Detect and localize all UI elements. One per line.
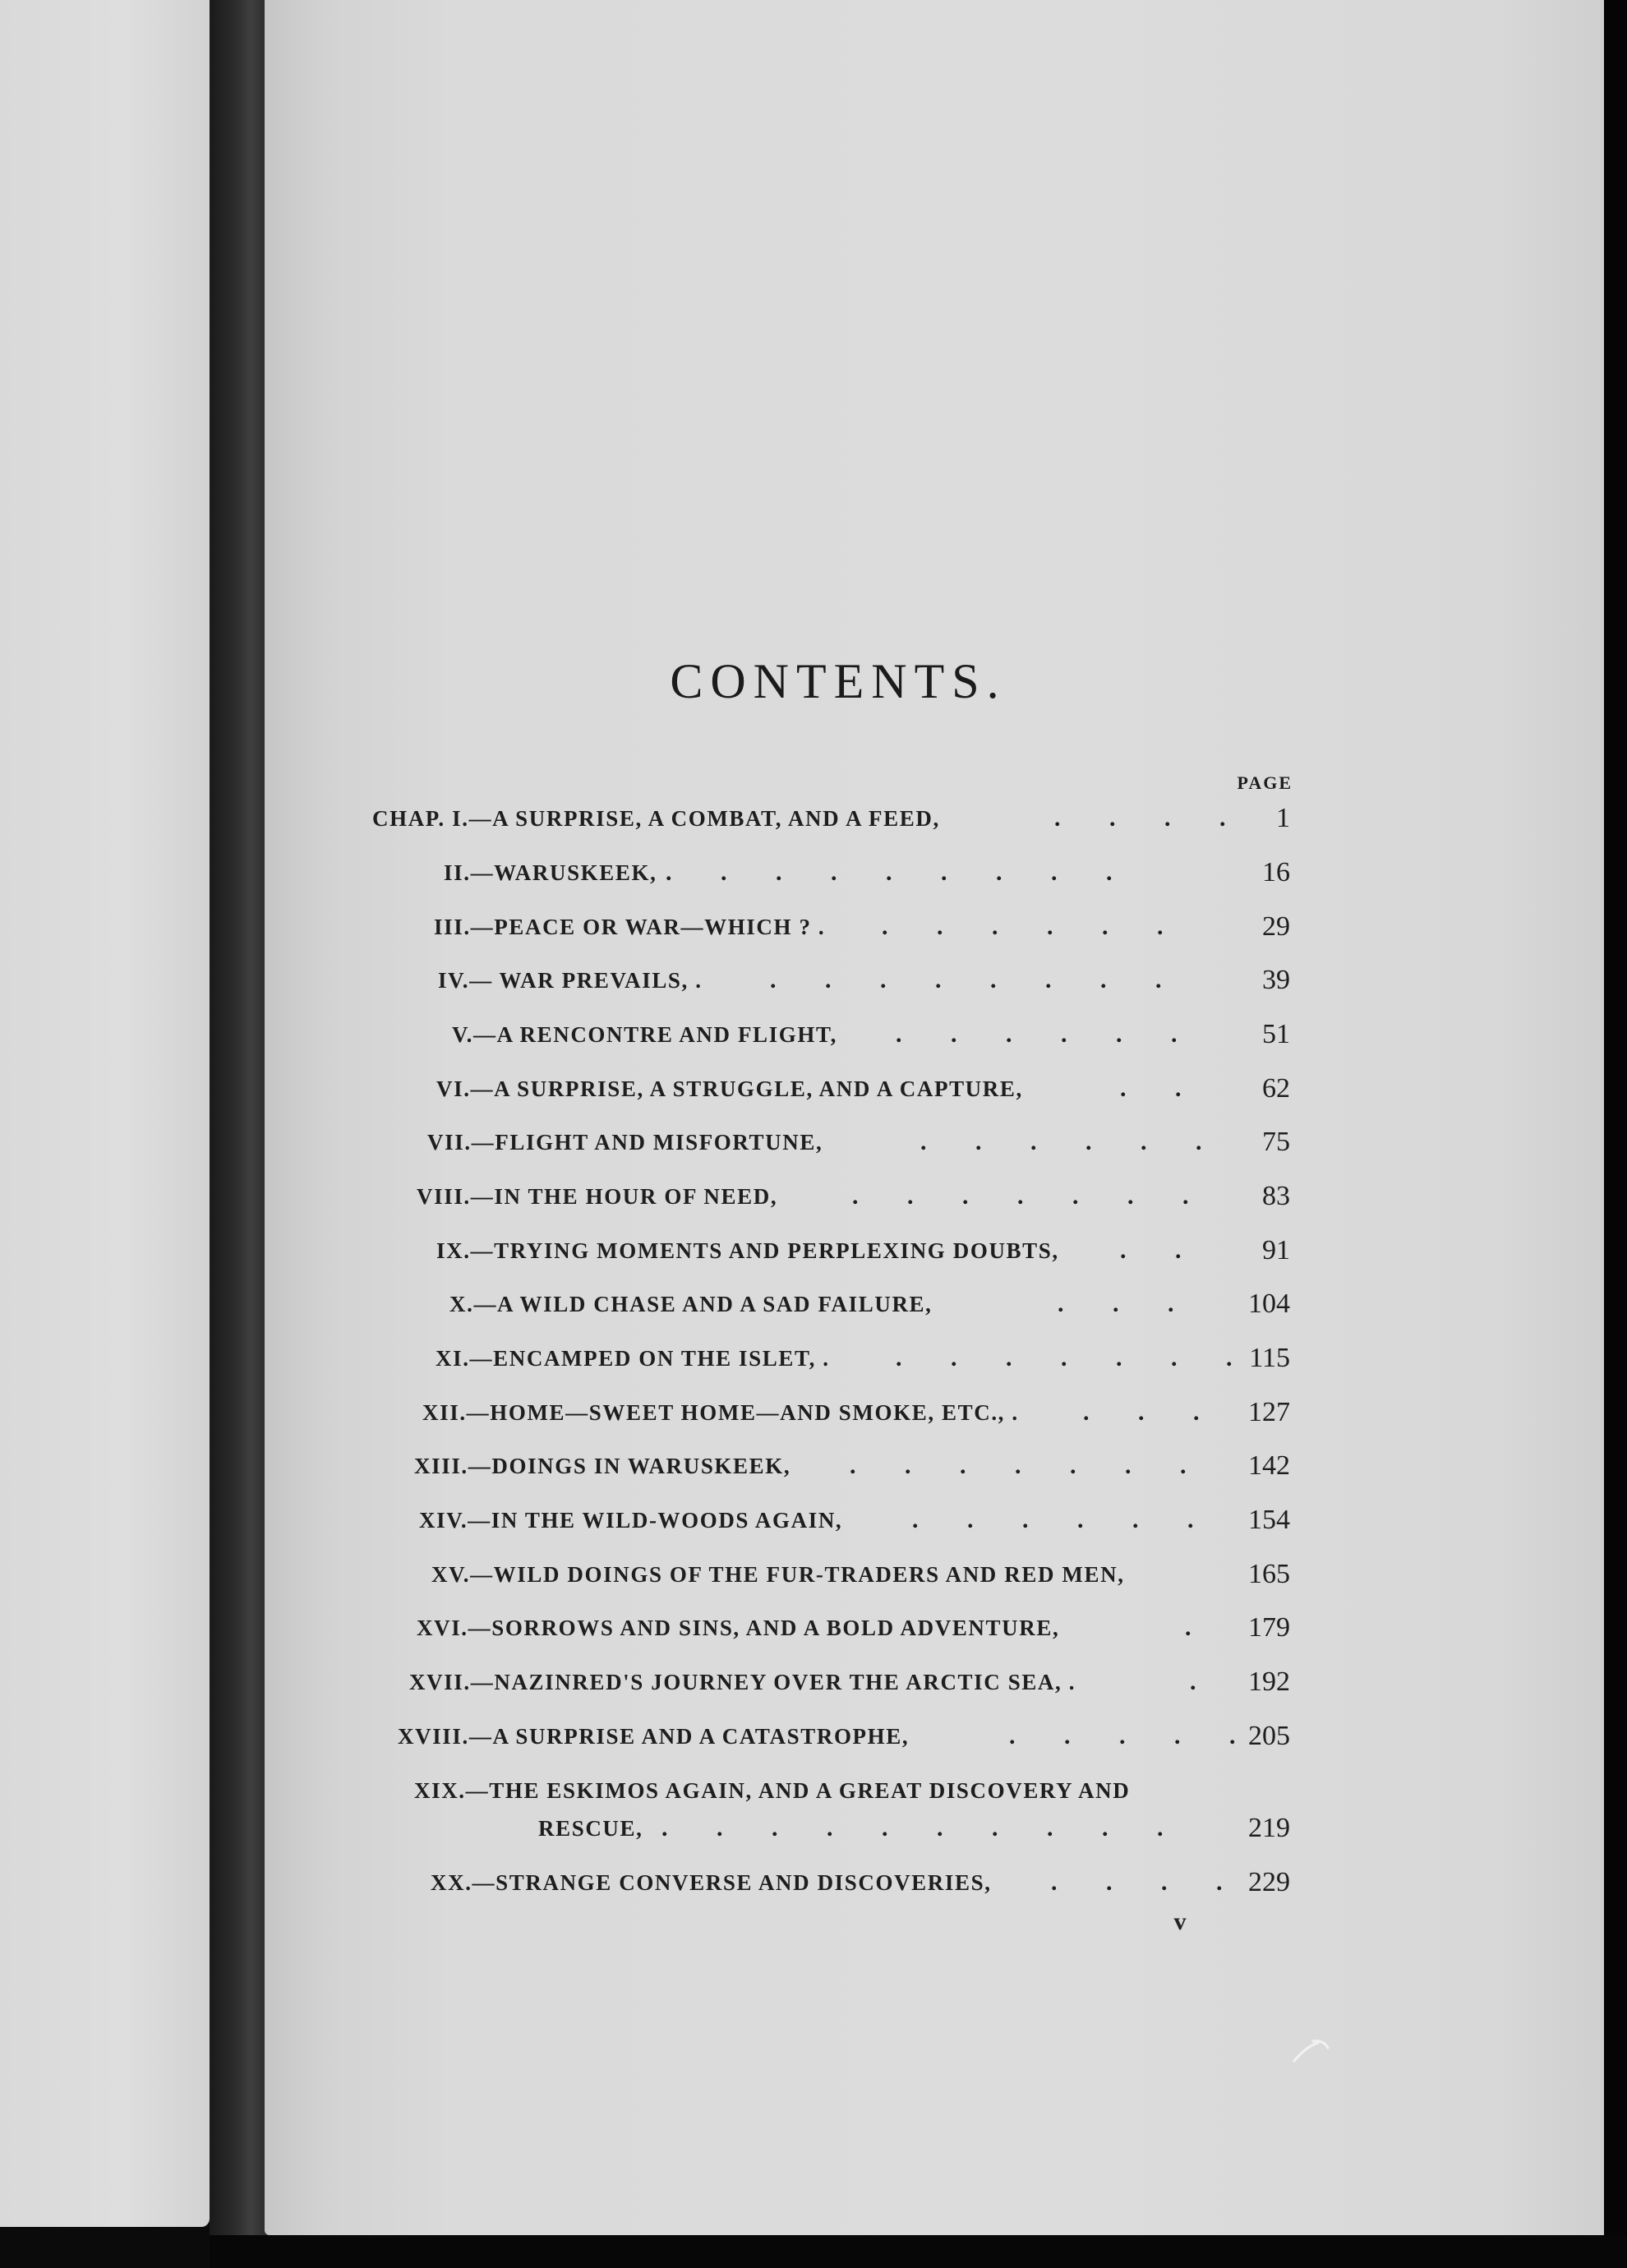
toc-entry-title: CHAP. I.—A SURPRISE, A COMBAT, AND A FEED,: [372, 806, 940, 831]
toc-entry-title: RESCUE,: [538, 1816, 643, 1841]
toc-leader-dots: . . . .: [1051, 1869, 1244, 1896]
facing-page: [0, 0, 210, 2227]
toc-entry-page: 142: [1248, 1450, 1290, 1481]
toc-entry-page: 127: [1248, 1397, 1290, 1427]
toc-entry-page: 165: [1248, 1559, 1290, 1589]
toc-leader-dots: .: [1185, 1614, 1213, 1641]
toc-entry-page: 29: [1262, 911, 1290, 942]
toc-entry-title: XVI.—SORROWS AND SINS, AND A BOLD ADVENTURE,: [417, 1616, 1060, 1640]
toc-leader-dots: . . . . . .: [912, 1506, 1215, 1533]
toc-entry-page: 229: [1248, 1867, 1290, 1897]
toc-leader-dots: . . . . . .: [896, 1021, 1199, 1048]
toc-leader-dots: . . . . . . . . . .: [661, 1814, 1185, 1842]
toc-leader-dots: . . . . . .: [882, 913, 1185, 940]
toc-entry-page: 62: [1262, 1073, 1290, 1104]
toc-entry-title: XII.—HOME—SWEET HOME—AND SMOKE, ETC., .: [422, 1400, 1019, 1425]
toc-leader-dots: . . . . . . .: [850, 1452, 1208, 1479]
toc-entry-title: XX.—STRANGE CONVERSE AND DISCOVERIES,: [431, 1870, 992, 1895]
toc-entry-title: XIV.—IN THE WILD-WOODS AGAIN,: [419, 1508, 843, 1533]
toc-entry-title: VI.—A SURPRISE, A STRUGGLE, AND A CAPTURE,: [436, 1076, 1023, 1101]
toc-entry-title: V.—A RENCONTRE AND FLIGHT,: [452, 1022, 837, 1047]
toc-entry-title: XI.—ENCAMPED ON THE ISLET, .: [436, 1346, 830, 1371]
toc-entry-title: VIII.—IN THE HOUR OF NEED,: [417, 1184, 778, 1209]
toc-leader-dots: . . .: [1058, 1290, 1196, 1317]
toc-entry-title: XIX.—THE ESKIMOS AGAIN, AND A GREAT DISCOVERY AND: [414, 1778, 1131, 1803]
toc-entry-title: III.—PEACE OR WAR—WHICH ? .: [434, 915, 826, 939]
toc-entry-page: 192: [1248, 1666, 1290, 1697]
toc-entry-title: XVIII.—A SURPRISE AND A CATASTROPHE,: [398, 1724, 910, 1749]
toc-entry-title: IV.— WAR PREVAILS, .: [438, 968, 703, 993]
toc-leader-dots: . . . . .: [1009, 1722, 1257, 1749]
toc-entry-page: 104: [1248, 1288, 1290, 1319]
toc-entry-page: 115: [1249, 1343, 1290, 1373]
toc-entry-title: XIII.—DOINGS IN WARUSKEEK,: [414, 1454, 791, 1478]
toc-entry-title: XV.—WILD DOINGS OF THE FUR-TRADERS AND RED MEN,: [431, 1562, 1125, 1587]
toc-entry-page: 205: [1248, 1721, 1290, 1751]
toc-entry-page: 219: [1248, 1813, 1290, 1843]
toc-leader-dots: . . . .: [1054, 804, 1247, 832]
toc-entry-title: IX.—TRYING MOMENTS AND PERPLEXING DOUBTS,: [436, 1238, 1059, 1263]
toc-leader-dots: . . . . . . . .: [770, 966, 1183, 993]
ink-mark: [1290, 2038, 1339, 2063]
toc-entry-page: 75: [1262, 1127, 1290, 1157]
toc-entry-page: 91: [1262, 1235, 1290, 1265]
page-edge-shadow: [1604, 0, 1627, 2268]
toc-entry-page: 39: [1262, 965, 1290, 995]
toc-entry-page: 51: [1262, 1019, 1290, 1049]
toc-leader-dots: . . . . . . . . .: [666, 859, 1134, 886]
toc-entry-page: 1: [1276, 803, 1290, 833]
toc-leader-dots: . . . . . . .: [896, 1344, 1254, 1371]
toc-leader-dots: . .: [1120, 1075, 1203, 1102]
toc-entry-title: XVII.—NAZINRED'S JOURNEY OVER THE ARCTIC SEA, .: [409, 1670, 1076, 1694]
contents-heading: CONTENTS.: [670, 654, 1007, 708]
toc-leader-dots: . .: [1120, 1237, 1203, 1264]
toc-entry-page: 179: [1248, 1612, 1290, 1643]
toc-entry-title: X.—A WILD CHASE AND A SAD FAILURE,: [449, 1292, 933, 1316]
toc-leader-dots: . . . . . .: [920, 1128, 1224, 1155]
toc-leader-dots: .: [1190, 1668, 1218, 1695]
page-column-label: PAGE: [1237, 772, 1293, 793]
page-folio: v: [1173, 1908, 1187, 1935]
toc-leader-dots: . . . . . . .: [852, 1182, 1210, 1210]
toc-entry-title: VII.—FLIGHT AND MISFORTUNE,: [427, 1130, 823, 1155]
toc-entry-title: II.—WARUSKEEK,: [444, 860, 657, 885]
contents-page: [265, 0, 1604, 2235]
page-bottom-shadow: [210, 2235, 1627, 2268]
toc-entry-page: 16: [1262, 857, 1290, 887]
toc-leader-dots: . . .: [1083, 1399, 1221, 1426]
toc-entry-page: 83: [1262, 1181, 1290, 1211]
toc-entry-page: 154: [1248, 1505, 1290, 1535]
